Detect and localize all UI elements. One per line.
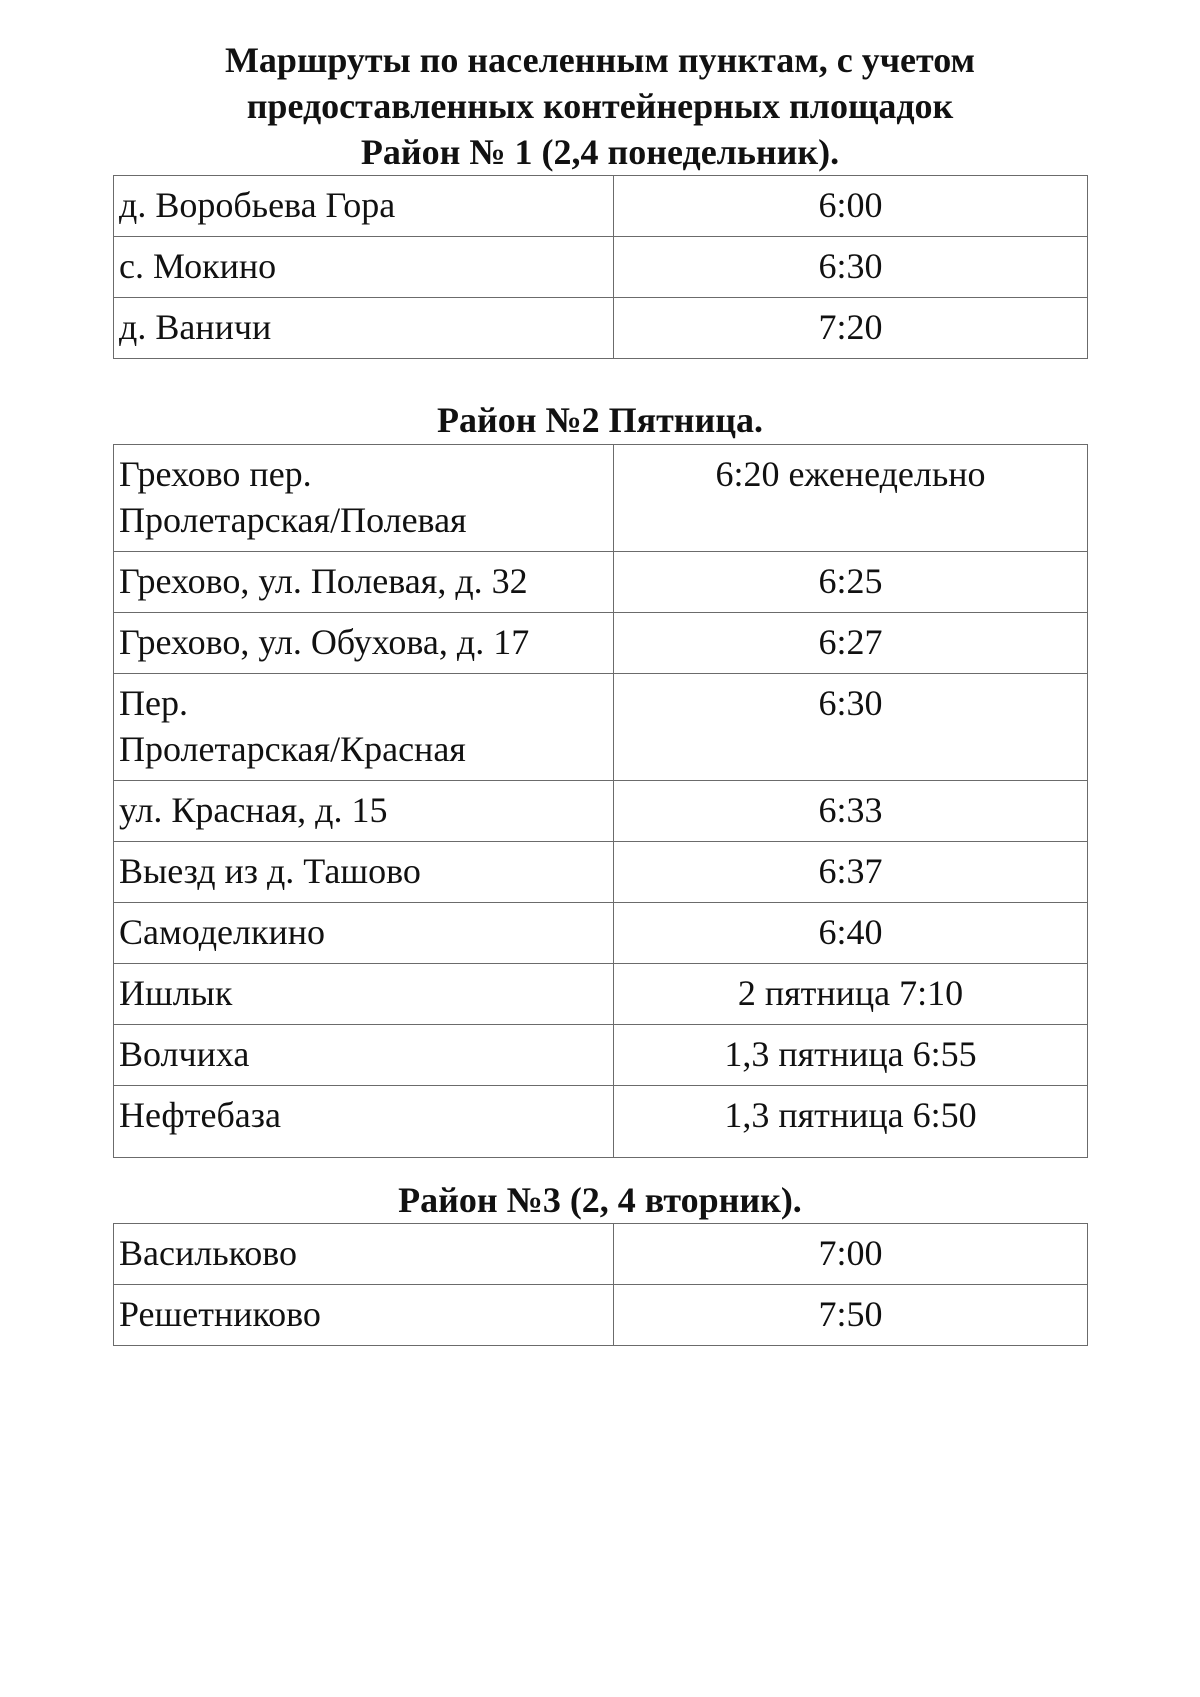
table-row xyxy=(114,237,1088,298)
time-cell: 2 пятница 7:10 xyxy=(614,964,1088,1025)
title-line-2: предоставленных контейнерных площадок xyxy=(246,86,954,126)
district-2-title: Район №2 Пятница. xyxy=(436,400,764,440)
table-row xyxy=(114,176,1088,237)
place-cell: Решетниково xyxy=(114,1285,614,1346)
table-row xyxy=(114,842,1088,903)
place-line-1: Грехово пер. xyxy=(119,454,312,494)
place-cell: Нефтебаза xyxy=(114,1086,614,1158)
table-row xyxy=(114,552,1088,613)
place-cell xyxy=(114,445,614,552)
place-cell: Волчиха xyxy=(114,1025,614,1086)
time-cell: 7:50 xyxy=(614,1285,1088,1346)
place-cell: Грехово, ул. Обухова, д. 17 xyxy=(114,613,614,674)
time-cell: 7:20 xyxy=(614,298,1088,359)
place-cell xyxy=(114,674,614,781)
table-row xyxy=(114,1025,1088,1086)
time-cell: 6:00 xyxy=(614,176,1088,237)
table-row xyxy=(114,1224,1088,1285)
place-cell: с. Мокино xyxy=(114,237,614,298)
table-row xyxy=(114,1086,1088,1158)
place-cell: ул. Красная, д. 15 xyxy=(114,781,614,842)
time-cell: 1,3 пятница 6:50 xyxy=(614,1086,1088,1158)
time-cell: 6:30 xyxy=(614,674,1088,781)
time-cell: 6:20 еженедельно xyxy=(614,445,1088,552)
place-cell: Самоделкино xyxy=(114,903,614,964)
title-line-1: Маршруты по населенным пунктам, с учетом xyxy=(224,40,976,80)
table-row xyxy=(114,964,1088,1025)
table-row xyxy=(114,781,1088,842)
time-cell: 1,3 пятница 6:55 xyxy=(614,1025,1088,1086)
time-cell: 6:37 xyxy=(614,842,1088,903)
time-cell: 6:40 xyxy=(614,903,1088,964)
time-cell: 6:27 xyxy=(614,613,1088,674)
district-2-table xyxy=(113,444,1088,1158)
place-line-2: Пролетарская/Красная xyxy=(119,729,466,769)
time-cell: 6:30 xyxy=(614,237,1088,298)
time-cell: 6:25 xyxy=(614,552,1088,613)
table-row xyxy=(114,674,1088,781)
district-3-table xyxy=(113,1223,1088,1346)
table-row xyxy=(114,903,1088,964)
place-line-1: Пер. xyxy=(119,683,188,723)
document-title xyxy=(0,37,1200,175)
district-3-title: Район №3 (2, 4 вторник). xyxy=(398,1180,802,1220)
table-row xyxy=(114,445,1088,552)
time-cell: 7:00 xyxy=(614,1224,1088,1285)
table-row xyxy=(114,613,1088,674)
place-cell: Выезд из д. Ташово xyxy=(114,842,614,903)
district-1-table xyxy=(113,175,1088,359)
place-cell: Ишлык xyxy=(114,964,614,1025)
place-cell: Васильково xyxy=(114,1224,614,1285)
place-cell: д. Ваничи xyxy=(114,298,614,359)
table-row xyxy=(114,298,1088,359)
place-cell: д. Воробьева Гора xyxy=(114,176,614,237)
place-cell: Грехово, ул. Полевая, д. 32 xyxy=(114,552,614,613)
time-cell: 6:33 xyxy=(614,781,1088,842)
district-1-title: Район № 1 (2,4 понедельник). xyxy=(360,132,840,172)
place-line-2: Пролетарская/Полевая xyxy=(119,500,467,540)
table-row xyxy=(114,1285,1088,1346)
